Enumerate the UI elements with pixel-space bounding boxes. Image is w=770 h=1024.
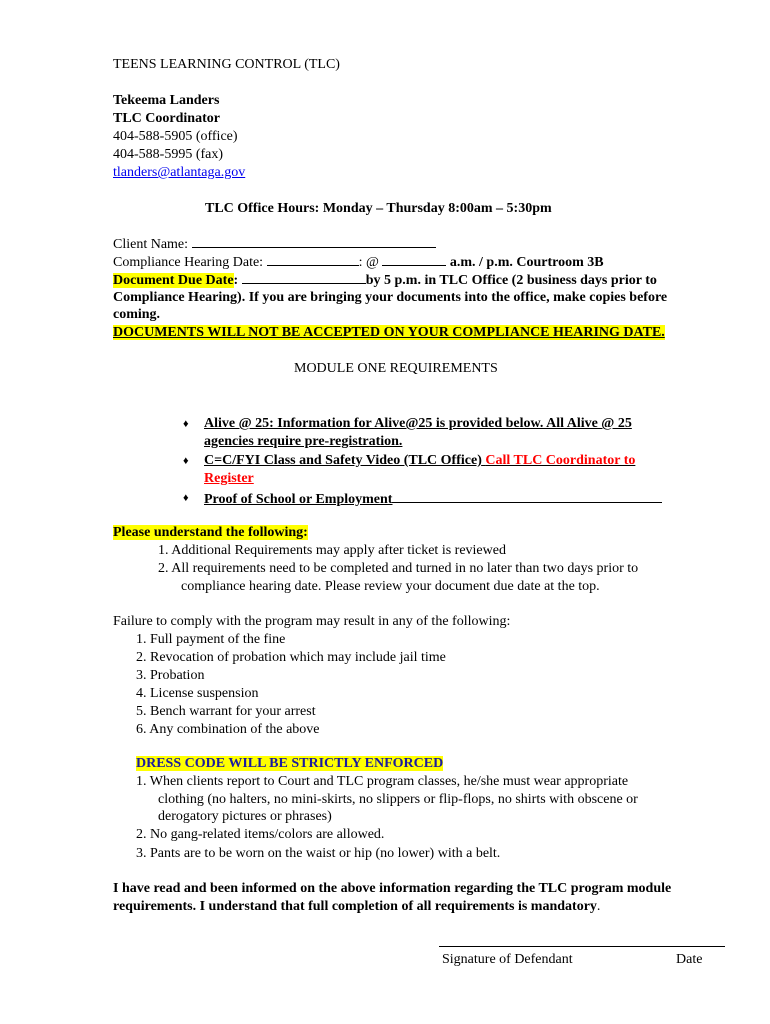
requirement-alive25-line1: Alive @ 25: Information for Alive@25 is provided below. All Alive @ 25 [204, 416, 632, 431]
doc-due-line3: coming. [113, 307, 161, 322]
understand-heading-text: Please understand the following: [113, 525, 308, 540]
doc-due-line2: Compliance Hearing). If you are bringing your documents into the office, make copies before [113, 290, 668, 305]
date-label: Date [676, 952, 703, 967]
not-accepted-warning [113, 324, 665, 342]
dress-code-item-1-line1: 1. When clients report to Court and TLC program classes, he/she must wear appropriate [136, 774, 629, 789]
list-item: 1. Full payment of the fine [136, 632, 286, 647]
acknowledgement-line2-text: requirements. I understand that full completion of all requirements is mandatory [113, 899, 597, 914]
contact-name: Tekeema Landers [113, 93, 220, 108]
requirement-alive25-line2: agencies require pre-registration. [204, 434, 403, 449]
doc-due-colon: : [233, 273, 239, 288]
signature-label: Signature of Defendant [442, 952, 573, 967]
diamond-bullet-icon: ♦ [183, 418, 189, 430]
module-heading: MODULE ONE REQUIREMENTS [294, 361, 498, 376]
hearing-time-field[interactable] [382, 253, 446, 266]
dress-code-item-3: 3. Pants are to be worn on the waist or hip (no lower) with a belt. [136, 846, 501, 861]
list-item: 3. Probation [136, 668, 205, 683]
contact-role: TLC Coordinator [113, 111, 220, 126]
client-name-field[interactable] [192, 235, 436, 248]
dress-code-heading-text: DRESS CODE WILL BE STRICTLY ENFORCED [136, 756, 444, 771]
client-name-label: Client Name: [113, 237, 189, 252]
understand-item-1: 1. Additional Requirements may apply after ticket is reviewed [158, 543, 506, 558]
document-title: TEENS LEARNING CONTROL (TLC) [113, 57, 340, 72]
requirement-cfyi [204, 452, 635, 470]
requirement-proof [204, 489, 662, 509]
list-item: 5. Bench warrant for your arrest [136, 704, 316, 719]
dress-code-item-1-line3: derogatory pictures or phrases) [158, 809, 332, 824]
dress-code-item-1-line2: clothing (no halters, no mini-skirts, no slippers or flip-flops, no shirts with obscene or [158, 792, 638, 807]
warning-text: DOCUMENTS WILL NOT BE ACCEPTED ON YOUR COMPLIANCE HEARING DATE. [113, 325, 665, 340]
dress-code-heading [136, 755, 443, 773]
requirement-cfyi-text: C=C/FYI Class and Safety Video (TLC Office) [204, 453, 482, 468]
doc-due-label: Document Due Date [113, 273, 234, 288]
dress-code-item-2: 2. No gang-related items/colors are allowed. [136, 827, 385, 842]
register-text: Register [204, 471, 254, 486]
list-item: 4. License suspension [136, 686, 259, 701]
diamond-bullet-icon: ♦ [183, 492, 189, 504]
office-phone: 404-588-5905 (office) [113, 129, 238, 144]
acknowledgement-line2 [113, 898, 600, 916]
failure-intro: Failure to comply with the program may result in any of the following: [113, 614, 511, 629]
signature-line[interactable] [439, 946, 725, 947]
hearing-date-field[interactable] [267, 253, 359, 266]
doc-due-suffix: by 5 p.m. in TLC Office (2 business days prior to [365, 273, 657, 288]
list-item: 2. Revocation of probation which may include jail time [136, 650, 446, 665]
hearing-date-label: Compliance Hearing Date: [113, 255, 264, 270]
fax-phone: 404-588-5995 (fax) [113, 147, 224, 162]
hearing-at-text: : @ [358, 255, 379, 270]
acknowledgement-period: . [596, 899, 601, 914]
diamond-bullet-icon: ♦ [183, 455, 189, 467]
proof-blank-line [392, 489, 662, 503]
requirement-proof-text: Proof of School or Employment [204, 492, 393, 507]
doc-due-row [113, 271, 657, 290]
hearing-date-row [113, 253, 604, 272]
understand-item-2-line1: 2. All requirements need to be completed and turned in no later than two days prior to [158, 561, 639, 576]
office-hours: TLC Office Hours: Monday – Thursday 8:00am – 5:30pm [205, 201, 552, 216]
acknowledgement-line1: I have read and been informed on the above information regarding the TLC program module [113, 881, 672, 896]
understand-heading [113, 524, 308, 542]
client-name-row [113, 235, 436, 254]
understand-item-2-line2: compliance hearing date. Please review your document due date at the top. [181, 579, 600, 594]
hearing-courtroom-text: a.m. / p.m. Courtroom 3B [449, 255, 604, 270]
doc-due-field[interactable] [242, 271, 366, 284]
email-link[interactable]: tlanders@atlantaga.gov [113, 165, 246, 180]
call-coordinator-text: Call TLC Coordinator to [485, 453, 636, 468]
list-item: 6. Any combination of the above [136, 722, 320, 737]
